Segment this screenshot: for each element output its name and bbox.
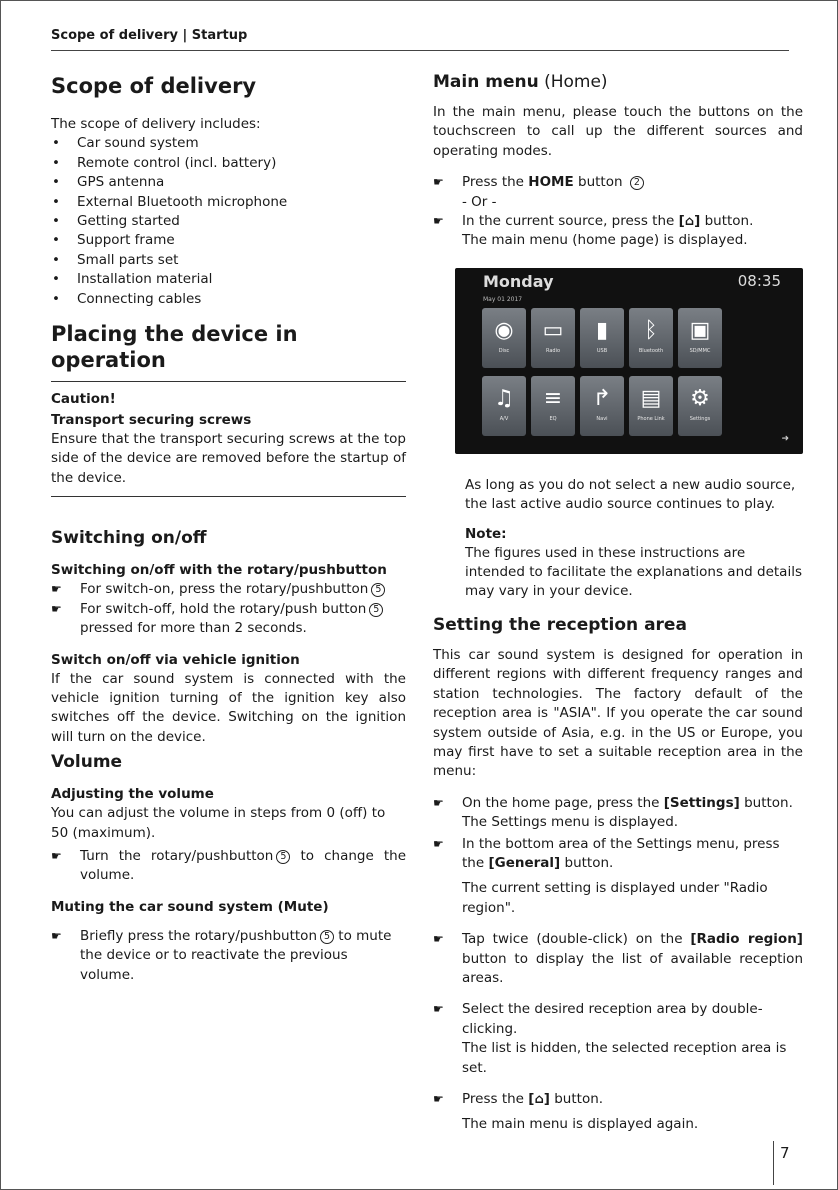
transport-screws-text: Ensure that the transport securing screws at the top side of the device are removed before the startup of the device. [51, 431, 406, 486]
adjust-volume-heading: Adjusting the volume [51, 786, 214, 803]
tile-bluetooth[interactable]: ᛒ Bluetooth [629, 308, 673, 368]
step-result: The main menu (home page) is displayed. [462, 232, 748, 249]
list-item: • Installation material [51, 270, 406, 289]
transport-screws-heading: Transport securing screws [51, 412, 252, 429]
callout-number: 5 [371, 583, 385, 597]
callout-number: 5 [369, 603, 383, 617]
step-press-home-key: ☛ In the current source, press the [⌂] button. [433, 212, 803, 231]
section-rule [51, 381, 406, 382]
step-result: The main menu is displayed again. [462, 1116, 699, 1133]
list-item: • Remote control (incl. battery) [51, 154, 406, 173]
step-general: ☛ In the bottom area of the Settings menu, press the [General] button. [433, 835, 780, 871]
step-switch-off-cont: pressed for more than 2 seconds. [80, 620, 307, 637]
running-head: Scope of delivery | Startup [51, 28, 248, 43]
list-item: • GPS antenna [51, 173, 406, 192]
step-result: The current setting is displayed under "Radio region". [462, 880, 768, 916]
page-number-rule [773, 1141, 774, 1185]
mute-heading: Muting the car sound system (Mute) [51, 898, 329, 915]
tile-radio[interactable]: ▭ Radio [531, 308, 575, 368]
note-text: The figures used in these instructions are intended to facilitate the explanations and details may vary in your device. [465, 544, 802, 600]
step-press-home-again: ☛ Press the [⌂] button. [433, 1090, 803, 1109]
tile-disc[interactable]: ◉ Disc [482, 308, 526, 368]
section-rule [51, 496, 406, 497]
scope-list [51, 134, 406, 309]
list-item: • External Bluetooth microphone [51, 193, 406, 212]
step-result: The list is hidden, the selected reception area is set. [462, 1040, 787, 1076]
tile-navi[interactable]: ↱ Navi [580, 376, 624, 436]
tile-eq[interactable]: ≡ EQ [531, 376, 575, 436]
screen-date: May 01 2017 [483, 295, 523, 303]
ignition-text: If the car sound system is connected with the vehicle ignition turning of the ignition key also switches off the device. Switching on the ignition will turn on the device. [51, 670, 406, 745]
scope-heading: Scope of delivery [51, 74, 257, 98]
left-column [51, 67, 406, 985]
main-menu-intro: In the main menu, please touch the buttons on the touchscreen to call up the different sources and operating modes. [433, 104, 803, 159]
list-item: • Small parts set [51, 251, 406, 270]
caution-label: Caution! [51, 391, 116, 408]
list-item: • Connecting cables [51, 290, 406, 309]
step-switch-on: ☛ For switch-on, press the rotary/pushbutton 5 [51, 580, 406, 599]
home-icon: ⌂ [684, 214, 695, 230]
pointing-hand-icon: ☛ [51, 928, 62, 943]
disc-icon: ◉ [494, 317, 514, 343]
pointing-hand-icon: ☛ [51, 601, 62, 616]
home-screen-figure [455, 268, 803, 454]
reception-text: This car sound system is designed for operation in different regions with different frequency ranges and station technologies. The factory default of the reception area is "ASIA". If you operate the car sound system outside of Asia, e.g. in the US or Europe, you may first have to set a suitable reception area in the menu: [433, 646, 803, 780]
music-file-icon: ♫ [494, 385, 514, 411]
callout-number: 5 [320, 930, 334, 944]
main-menu-heading: Main menu (Home) [433, 72, 608, 92]
tile-row-1 [482, 308, 772, 368]
page-number: 7 [780, 1144, 790, 1162]
volume-heading: Volume [51, 752, 123, 773]
step-switch-off: ☛ For switch-off, hold the rotary/push button 5 [51, 600, 406, 619]
link-icon: ▤ [640, 385, 662, 411]
tile-settings[interactable]: ⚙ Settings [678, 376, 722, 436]
settings-gear-icon: ⚙ [690, 385, 710, 411]
pointing-hand-icon: ☛ [51, 582, 62, 597]
pointing-hand-icon: ☛ [433, 795, 444, 810]
step-turn-volume: ☛ Turn the rotary/pushbutton 5 to change the volume. [51, 847, 407, 884]
equalizer-icon: ≡ [543, 385, 563, 411]
step-select-area: ☛ Select the desired reception area by double-clicking. [433, 1001, 763, 1037]
pointing-hand-icon: ☛ [433, 1092, 444, 1106]
step-settings: ☛ On the home page, press the [Settings] button. [433, 794, 803, 813]
reception-heading: Setting the reception area [433, 614, 687, 635]
sd-card-icon: ▣ [689, 317, 711, 343]
radio-icon: ▭ [542, 317, 564, 343]
screen-day: Monday [483, 271, 554, 291]
step-press-home: ☛ Press the HOME button 2 [433, 173, 803, 192]
pointing-hand-icon: ☛ [433, 175, 444, 190]
callout-number: 5 [276, 850, 290, 864]
tile-av[interactable]: ♫ A/V [482, 376, 526, 436]
ignition-heading: Switch on/off via vehicle ignition [51, 651, 300, 668]
adjust-volume-text: You can adjust the volume in steps from 0 (off) to 50 (maximum). [51, 805, 386, 841]
step-radio-region: ☛ Tap twice (double-click) on the [Radio region] button to display the list of available reception areas. [433, 931, 803, 986]
scope-intro: The scope of delivery includes: [51, 116, 261, 132]
tile-usb[interactable]: ▮ USB [580, 308, 624, 368]
header-rule [51, 50, 789, 51]
screen-time: 08:35 [737, 271, 781, 290]
list-item: • Support frame [51, 231, 406, 250]
switching-heading: Switching on/off [51, 528, 207, 549]
bluetooth-icon: ᛒ [644, 317, 658, 343]
home-icon: ⌂ [534, 1092, 544, 1107]
note-label: Note: [465, 525, 507, 542]
placing-heading: Placing the device in operation [51, 322, 298, 373]
tile-sd-card[interactable]: ▣ SD/MMC [678, 308, 722, 368]
pointing-hand-icon: ☛ [51, 848, 62, 863]
pointing-hand-icon: ☛ [433, 214, 444, 229]
next-page-arrow-icon[interactable]: ➜ [781, 434, 789, 445]
right-column [433, 67, 803, 1135]
list-item: • Car sound system [51, 134, 406, 153]
tile-phone-link[interactable]: ▤ Phone Link [629, 376, 673, 436]
pointing-hand-icon: ☛ [433, 836, 444, 851]
home-key-symbol: [⌂] [528, 1091, 550, 1107]
after-figure-text: As long as you do not select a new audio source, the last active audio source continues to play. [465, 476, 796, 513]
tile-row-2 [482, 376, 772, 436]
pointing-hand-icon: ☛ [433, 1002, 444, 1017]
step-result: The Settings menu is displayed. [462, 814, 679, 831]
step-mute: ☛ Briefly press the rotary/pushbutton 5 to mute the device or to reactivate the previous volume. [51, 927, 392, 983]
callout-number: 2 [630, 176, 644, 190]
switching-rotary-heading: Switching on/off with the rotary/pushbutton [51, 562, 387, 579]
home-key-symbol: [⌂] [678, 213, 701, 230]
navigation-icon: ↱ [592, 385, 612, 411]
usb-icon: ▮ [595, 317, 609, 343]
or-separator: - Or - [462, 193, 497, 210]
pointing-hand-icon: ☛ [433, 932, 444, 947]
list-item: • Getting started [51, 212, 406, 231]
